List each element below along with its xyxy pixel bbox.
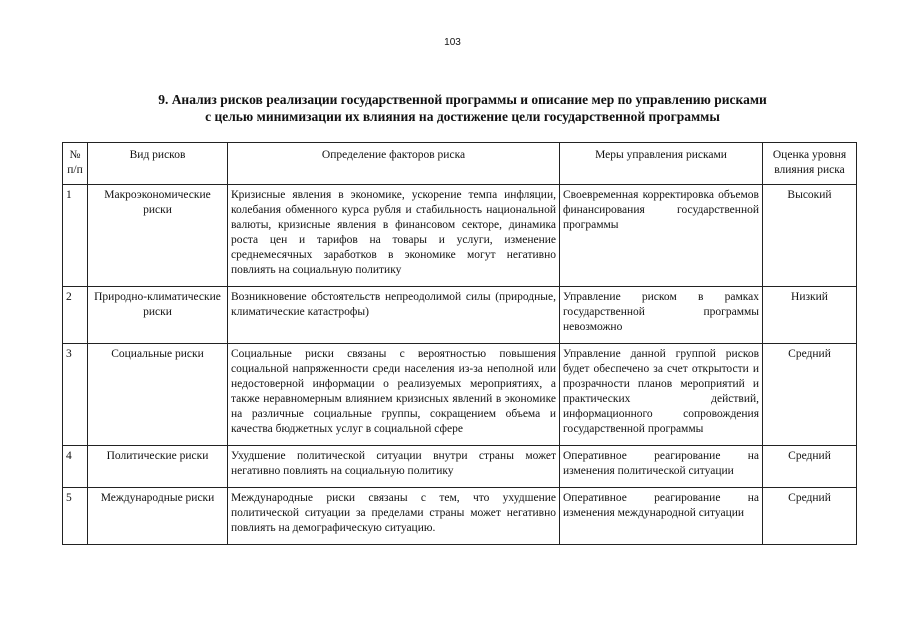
row-risk-measures: Оперативное реагирование на изменения международной ситуации bbox=[560, 488, 763, 545]
page-number: 103 bbox=[444, 37, 461, 48]
row-risk-factors: Возникновение обстоятельств непреодолимой силы (природные, климатические катастрофы) bbox=[228, 287, 560, 344]
row-num: 3 bbox=[63, 344, 88, 446]
table-row bbox=[63, 185, 857, 287]
row-risk-type: Политические риски bbox=[88, 446, 228, 488]
row-risk-factors: Социальные риски связаны с вероятностью повышения социальной напряженности среди населения из-за неполной или недостоверной информации о реализуемых мероприятиях, а также неравномерным влиянием кризисных явлений в экономике на различные социальные группы, сокращением объема и качества бюджетных услуг в социальной сфере bbox=[228, 344, 560, 446]
row-num: 2 bbox=[63, 287, 88, 344]
row-impact-level: Средний bbox=[763, 488, 857, 545]
row-risk-type: Макроэкономические риски bbox=[88, 185, 228, 287]
row-impact-level: Средний bbox=[763, 344, 857, 446]
header-num: № п/п bbox=[63, 143, 88, 185]
section-heading-line-2: с целью минимизации их влияния на достижение цели государственной программы bbox=[205, 109, 720, 124]
header-risk-measures: Меры управления рисками bbox=[560, 143, 763, 185]
row-num: 1 bbox=[63, 185, 88, 287]
row-risk-factors: Ухудшение политической ситуации внутри страны может негативно повлиять на социальную политику bbox=[228, 446, 560, 488]
row-risk-type: Природно-климатические риски bbox=[88, 287, 228, 344]
section-heading-line-1: 9. Анализ рисков реализации государственной программы и описание мер по управлению рисками bbox=[158, 92, 767, 107]
header-risk-factors: Определение факторов риска bbox=[228, 143, 560, 185]
header-impact-level: Оценка уровня влияния риска bbox=[763, 143, 857, 185]
table-row bbox=[63, 488, 857, 545]
table-header-row bbox=[63, 143, 857, 185]
row-risk-measures: Оперативное реагирование на изменения политической ситуации bbox=[560, 446, 763, 488]
row-risk-factors: Кризисные явления в экономике, ускорение темпа инфляции, колебания обменного курса рубля и стабильность национальной валюты, кризисные явления в финансовом секторе, динамика роста цен и тарифов на товары и услуги, изменение среднемесячных заработков в экономике могут негативно повлиять на социальную политику bbox=[228, 185, 560, 287]
row-risk-factors: Международные риски связаны с тем, что ухудшение политической ситуации за пределами страны может негативно повлиять на демографическую ситуацию. bbox=[228, 488, 560, 545]
table-row bbox=[63, 287, 857, 344]
row-risk-type: Социальные риски bbox=[88, 344, 228, 446]
risk-table bbox=[62, 142, 857, 545]
section-heading bbox=[60, 91, 865, 125]
row-impact-level: Высокий bbox=[763, 185, 857, 287]
row-risk-measures: Своевременная корректировка объемов финансирования государственной программы bbox=[560, 185, 763, 287]
row-impact-level: Средний bbox=[763, 446, 857, 488]
row-num: 4 bbox=[63, 446, 88, 488]
row-risk-measures: Управление данной группой рисков будет обеспечено за счет открытости и прозрачности планов мероприятий и практических действий, информационного сопровождения государственной программы bbox=[560, 344, 763, 446]
row-risk-type: Международные риски bbox=[88, 488, 228, 545]
row-risk-measures: Управление риском в рамках государственной программы невозможно bbox=[560, 287, 763, 344]
row-num: 5 bbox=[63, 488, 88, 545]
table-row bbox=[63, 446, 857, 488]
table-row bbox=[63, 344, 857, 446]
row-impact-level: Низкий bbox=[763, 287, 857, 344]
header-risk-type: Вид рисков bbox=[88, 143, 228, 185]
